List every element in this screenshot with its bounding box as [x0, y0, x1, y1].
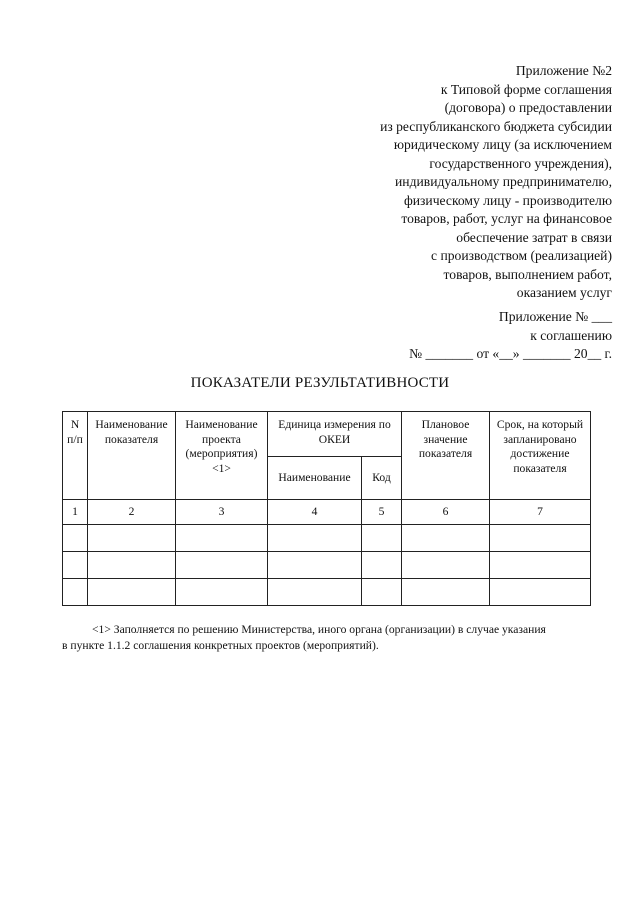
table-cell [402, 552, 490, 579]
table-cell [176, 552, 268, 579]
appendix-line: государственного учреждения), [429, 155, 612, 171]
agreement-number-date: № _______ от «__» _______ 20__ г. [409, 346, 612, 361]
indicators-table [62, 411, 591, 606]
column-number: 1 [63, 500, 88, 525]
table-cell [63, 579, 88, 606]
agreement-appendix-number: Приложение № ___ [498, 309, 612, 324]
column-number: 5 [362, 500, 402, 525]
table-cell [63, 525, 88, 552]
agreement-reference [312, 308, 612, 364]
header-unit: Единица измерения по ОКЕИ [268, 412, 402, 457]
table-cell [490, 525, 591, 552]
footnote-line: <1> Заполняется по решению Министерства, иного органа (организации) в случае указания [92, 623, 546, 636]
footnote-line: в пункте 1.1.2 соглашения конкретных проектов (мероприятий). [62, 639, 379, 652]
table-row [63, 552, 591, 579]
page-title: ПОКАЗАТЕЛИ РЕЗУЛЬТАТИВНОСТИ [190, 375, 450, 391]
appendix-line: к Типовой форме соглашения [440, 81, 612, 97]
table-cell [63, 552, 88, 579]
header-deadline: Срок, на который запланировано достижение показателя [490, 412, 591, 500]
table-row [63, 579, 591, 606]
table-cell [88, 552, 176, 579]
appendix-line: физическому лицу - производителю [403, 192, 612, 208]
header-unit-code: Код [362, 457, 402, 500]
table-cell [362, 552, 402, 579]
table-cell [268, 525, 362, 552]
header-planned-value: Плановое значение показателя [402, 412, 490, 500]
appendix-line: оказанием услуг [516, 285, 612, 300]
table-row [63, 525, 591, 552]
table-cell [362, 525, 402, 552]
table-cell [88, 525, 176, 552]
header-project-name: Наименование проекта (мероприятия) <1> [176, 412, 268, 500]
table-cell [402, 525, 490, 552]
appendix-line: из республиканского бюджета субсидии [380, 118, 612, 134]
header-unit-name: Наименование [268, 457, 362, 500]
appendix-line: обеспечение затрат в связи [456, 229, 612, 245]
agreement-label: к соглашению [530, 327, 612, 343]
table-cell [176, 579, 268, 606]
column-number: 4 [268, 500, 362, 525]
table-cell [490, 579, 591, 606]
appendix-line: товаров, работ, услуг на финансовое [401, 211, 612, 226]
appendix-line: товаров, выполнением работ, [443, 266, 612, 282]
column-number-row [63, 500, 591, 525]
table-cell [88, 579, 176, 606]
appendix-header [252, 62, 612, 303]
column-number: 7 [490, 500, 591, 525]
header-indicator-name: Наименование показателя [88, 412, 176, 500]
table-cell [362, 579, 402, 606]
appendix-line: индивидуальному предпринимателю, [395, 174, 612, 189]
header-num: N п/п [63, 412, 88, 500]
appendix-line: Приложение №2 [515, 63, 612, 78]
table-cell [268, 579, 362, 606]
table-cell [402, 579, 490, 606]
appendix-line: с производством (реализацией) [431, 248, 612, 263]
column-number: 3 [176, 500, 268, 525]
appendix-line: юридическому лицу (за исключением [393, 137, 612, 152]
column-number: 2 [88, 500, 176, 525]
appendix-line: (договора) о предоставлении [444, 100, 612, 115]
table-cell [268, 552, 362, 579]
table-cell [490, 552, 591, 579]
table-cell [176, 525, 268, 552]
column-number: 6 [402, 500, 490, 525]
footnote [62, 622, 610, 654]
